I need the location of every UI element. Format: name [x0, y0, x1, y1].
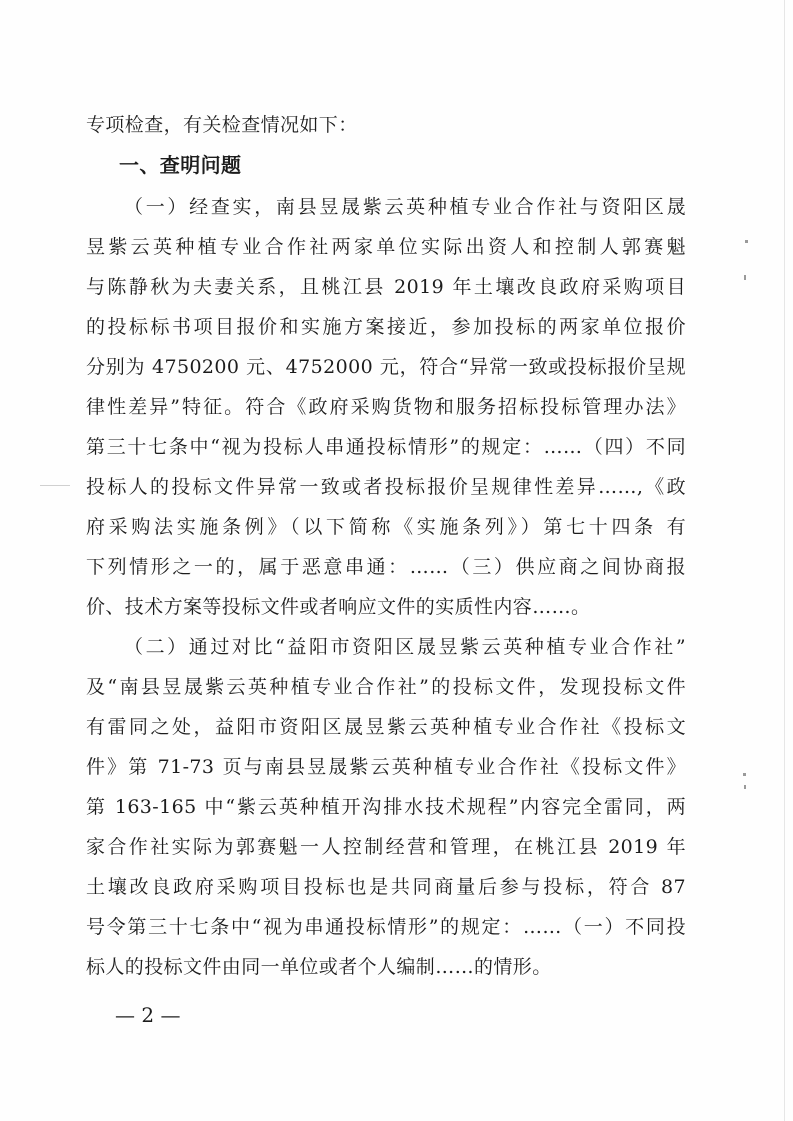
paragraph-2-line: 第 163-165 中“紫云英种植开沟排水技术规程”内容完全雷同，两 — [86, 796, 686, 818]
page-edge — [784, 0, 785, 1121]
scan-speck — [40, 485, 70, 486]
paragraph-1-line: 下列情形之一的，属于恶意串通：……（三）供应商之间协商报 — [86, 556, 686, 578]
paragraph-2-line: （二）通过对比“益阳市资阳区晟昱紫云英种植专业合作社” — [124, 636, 686, 658]
paragraph-1-line: 分别为 4750200 元、4752000 元，符合“异常一致或投标报价呈规 — [86, 356, 686, 378]
paragraph-2-line: 家合作社实际为郭赛魁一人控制经营和管理，在桃江县 2019 年 — [86, 836, 686, 858]
intro-line: 专项检查，有关检查情况如下： — [86, 114, 358, 136]
paragraph-1-line: 府采购法实施条例》（以下简称《实施条列》）第七十四条 有 — [86, 516, 686, 538]
scan-speck — [744, 785, 746, 789]
paragraph-1-line: 投标人的投标文件异常一致或者投标报价呈规律性差异……,《政 — [86, 476, 686, 498]
section-heading: 一、查明问题 — [119, 153, 242, 177]
paragraph-1-line: 第三十七条中“视为投标人串通投标情形”的规定：……（四）不同 — [86, 436, 686, 458]
paragraph-1-line: 的投标标书项目报价和实施方案接近，参加投标的两家单位报价 — [86, 316, 686, 338]
scan-speck — [745, 240, 748, 243]
scan-speck — [743, 773, 746, 776]
paragraph-2-line: 土壤改良政府采购项目投标也是共同商量后参与投标，符合 87 — [86, 876, 686, 898]
paragraph-1-line: 与陈静秋为夫妻关系，且桃江县 2019 年土壤改良政府采购项目 — [86, 276, 686, 298]
paragraph-2-line: 号令第三十七条中“视为串通投标情形”的规定：……（一）不同投 — [86, 916, 686, 938]
paragraph-1-line: 昱紫云英种植专业合作社两家单位实际出资人和控制人郭赛魁 — [86, 236, 686, 258]
paragraph-2-line: 标人的投标文件由同一单位或者个人编制……的情形。 — [86, 956, 552, 978]
paragraph-2-line: 件》第 71-73 页与南县昱晟紫云英种植专业合作社《投标文件》 — [86, 756, 686, 778]
paragraph-1-line: 价、技术方案等投标文件或者响应文件的实质性内容……。 — [86, 596, 591, 618]
paragraph-2-line: 及“南县昱晟紫云英种植专业合作社”的投标文件，发现投标文件 — [86, 676, 686, 698]
scan-speck — [744, 275, 746, 280]
paragraph-1-line: （一）经查实，南县昱晟紫云英种植专业合作社与资阳区晟 — [124, 196, 686, 218]
page-number: — 2 — — [115, 1003, 181, 1027]
paragraph-1-line: 律性差异”特征。符合《政府采购货物和服务招标投标管理办法》 — [86, 396, 686, 418]
paragraph-2-line: 有雷同之处，益阳市资阳区晟昱紫云英种植专业合作社《投标文 — [86, 716, 686, 738]
